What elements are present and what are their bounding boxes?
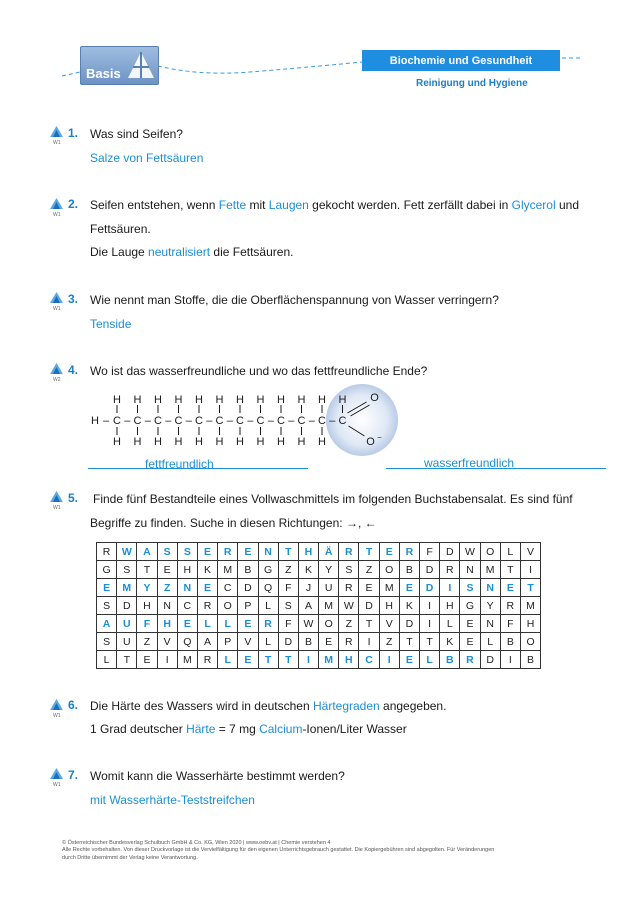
grid-cell: F [278,615,298,633]
carbon-atom: C [318,415,326,427]
grid-cell: I [520,561,540,579]
answer-text: mit Wasserhärte-Teststreifchen [90,793,255,807]
grid-cell: E [197,543,217,561]
grid-cell: W [460,543,480,561]
carbon-atom: C [113,415,121,427]
grid-cell: R [339,543,359,561]
level-triangle-icon [50,768,63,779]
grid-cell: G [460,597,480,615]
grid-cell: E [238,615,258,633]
grid-cell: S [157,543,177,561]
grid-cell: I [157,651,177,669]
bond: – [267,415,274,427]
grid-cell: B [440,651,460,669]
grid-cell: S [339,561,359,579]
hydrogen-atom: H [277,436,285,448]
grid-cell: T [278,543,298,561]
banner-title-box [362,50,560,71]
grid-cell: E [399,651,419,669]
grid-cell: E [238,543,258,561]
grid-cell: H [440,597,460,615]
grid-cell: M [319,597,339,615]
question-number: 6. [68,698,79,712]
grid-cell: H [379,597,399,615]
hydrophilic-head-circle [326,384,398,456]
grid-cell: D [238,579,258,597]
grid-cell: N [258,543,278,561]
question-number: 5. [68,491,79,505]
grid-cell: T [258,651,278,669]
level-tag: W2 [53,377,61,383]
answer-laugen: Laugen [268,198,309,212]
carbon-atom: C [133,415,142,427]
grid-cell: T [500,561,520,579]
level-triangle-icon [50,491,63,502]
grid-cell: L [420,651,440,669]
grid-cell: I [298,651,318,669]
grid-cell: F [137,615,157,633]
grid-cell: R [460,651,480,669]
grid-cell: R [258,615,278,633]
grid-cell: R [97,543,117,561]
grid-cell: H [177,561,197,579]
carbon-atom: C [154,415,162,427]
grid-cell: C [218,579,238,597]
grid-cell: S [278,597,298,615]
grid-cell: E [97,579,117,597]
grid-row [97,543,541,561]
footer [62,840,582,862]
oxygen-atom: O [370,392,379,404]
bond: – [124,415,131,427]
grid-cell: I [440,579,460,597]
grid-cell: D [420,561,440,579]
level-tag: W1 [53,306,61,312]
grid-cell: L [258,597,278,615]
grid-cell: E [238,651,258,669]
question-number: 1. [68,126,79,140]
level-tag: W1 [53,782,61,788]
grid-cell: R [440,561,460,579]
grid-cell: V [238,633,258,651]
carbon-atom: C [215,415,224,427]
hydrogen-atom: H [236,436,244,448]
question-text-line [90,698,446,714]
grid-row [97,651,541,669]
carbon-atom: C [338,415,347,427]
grid-cell: Z [339,615,359,633]
oxygen-atom: O [366,436,375,448]
answer-glycerol: Glycerol [511,198,556,212]
basis-logo [80,46,159,85]
grid-cell: I [420,615,440,633]
grid-cell: S [97,633,117,651]
grid-cell: R [500,597,520,615]
hydrogen-atom: H [174,436,183,448]
grid-cell: N [157,597,177,615]
pyramid-icon [127,50,155,80]
grid-cell: A [97,615,117,633]
banner-title: Biochemie und Gesundheit [389,54,533,67]
hydrogen-atom: H [133,394,142,406]
grid-cell: E [197,579,217,597]
question-text-line [90,721,407,737]
answer-fette: Fette [218,198,247,212]
text-segment: mit [246,198,269,212]
level-tag: W1 [53,212,61,218]
carbon-atom: C [297,415,306,427]
grid-cell: O [480,543,500,561]
question-text-line [90,244,293,260]
question-number: 4. [68,363,79,377]
grid-cell: K [197,561,217,579]
hydrogen-atom: H [174,394,183,406]
answer-text: Tenside [90,317,132,331]
level-tag: W1 [53,140,61,146]
topic-subtitle: Reinigung und Hygiene [416,78,528,89]
grid-cell: N [177,579,197,597]
level-triangle-icon [50,126,63,137]
grid-cell: L [218,651,238,669]
grid-cell: L [440,615,460,633]
hydrogen-atom: H [297,394,306,406]
grid-cell: B [298,633,318,651]
grid-cell: R [218,543,238,561]
grid-cell: T [137,561,157,579]
grid-cell: Z [379,633,399,651]
grid-cell: R [399,543,419,561]
text-segment: die Fettsäuren. [210,245,294,259]
grid-cell: A [298,597,318,615]
grid-cell: H [339,651,359,669]
grid-cell: T [520,579,540,597]
footer-line: © Österreichischer Bundesverlag Schulbuch GmbH & Co. KG, Wien 2020 | www.oebv.at | Chemie verstehen 4 [62,840,331,846]
grid-cell: A [197,633,217,651]
bond: – [165,415,172,427]
grid-cell: N [480,579,500,597]
word-search-grid [96,542,541,669]
grid-cell: E [460,633,480,651]
grid-cell: Y [319,561,339,579]
question-text: Womit kann die Wasserhärte bestimmt werden? [90,769,345,783]
grid-cell: L [97,651,117,669]
grid-row [97,597,541,615]
level-triangle-icon [50,363,63,374]
grid-cell: O [379,561,399,579]
carbon-atom: C [174,415,183,427]
grid-cell: P [218,633,238,651]
grid-cell: M [520,597,540,615]
hydrogen-atom: H [91,415,99,427]
hydrogen-atom: H [195,394,203,406]
text-segment: = 7 mg [215,722,260,736]
bond: – [206,415,213,427]
carbon-atom: C [195,415,203,427]
grid-cell: M [319,651,339,669]
grid-cell: L [500,543,520,561]
text-segment: Die Härte des Wassers wird in deutschen [90,699,313,713]
grid-cell: E [319,633,339,651]
grid-cell: H [520,615,540,633]
grid-cell: T [359,543,379,561]
grid-cell: N [460,561,480,579]
grid-cell: E [157,561,177,579]
answer-calcium: Calcium [259,722,303,736]
bond: – [185,415,192,427]
grid-cell: K [440,633,460,651]
grid-cell: L [258,633,278,651]
text-segment: und [555,198,579,212]
footer-line: Alle Rechte vorbehalten. Von dieser Druckvorlage ist die Vervielfältigung für den eigenen Unterrichtsgebrauch gestattet. Die Kopiergebühren sind abgegolten. Für Veränderungen [62,847,495,854]
carbon-atom: C [236,415,244,427]
grid-cell: V [157,633,177,651]
bond: – [226,415,233,427]
bond: – [329,415,336,427]
hydrogen-atom: H [236,394,244,406]
grid-cell: N [480,615,500,633]
grid-cell: T [359,615,379,633]
hydrogen-atom: H [133,436,142,448]
grid-cell: G [97,561,117,579]
grid-cell: T [117,651,137,669]
bond: – [308,415,315,427]
basis-label: Basis [86,66,121,81]
hydrogen-atom: H [113,436,121,448]
grid-cell: Q [258,579,278,597]
grid-cell: H [298,543,318,561]
grid-cell: I [420,597,440,615]
level-tag: W1 [53,713,61,719]
bond: – [102,415,110,427]
grid-cell: O [319,615,339,633]
hydrogen-atom: H [154,436,162,448]
grid-cell: B [500,633,520,651]
label-fettfreundlich: fettfreundlich [145,457,214,471]
grid-cell: E [399,579,419,597]
grid-cell: M [117,579,137,597]
question-number: 2. [68,197,79,211]
level-triangle-icon [50,198,63,209]
hydrogen-atom: H [215,394,224,406]
hydrogen-atom: H [297,436,306,448]
grid-cell: S [460,579,480,597]
grid-cell: U [117,615,137,633]
grid-cell: B [520,651,540,669]
grid-cell: M [218,561,238,579]
grid-cell: L [480,633,500,651]
question-text: Wie nennt man Stoffe, die die Oberflächenspannung von Wasser verringern? [90,293,499,307]
grid-cell: B [238,561,258,579]
grid-cell: E [359,579,379,597]
grid-cell: D [420,579,440,597]
grid-cell: I [359,633,379,651]
hydrogen-atom: H [154,394,162,406]
label-wasserfreundlich: wasserfreundlich [424,456,515,470]
grid-cell: J [298,579,318,597]
grid-cell: I [500,651,520,669]
answer-haertegraden: Härtegraden [312,699,380,713]
grid-cell: R [339,633,359,651]
grid-cell: W [117,543,137,561]
grid-cell: R [197,651,217,669]
level-triangle-icon [50,292,63,303]
grid-row [97,561,541,579]
grid-cell: H [137,597,157,615]
grid-cell: T [278,651,298,669]
hydrogen-atom: H [113,394,121,406]
grid-cell: Z [359,561,379,579]
grid-cell: U [117,633,137,651]
grid-cell: U [319,579,339,597]
question-text: Wo ist das wasserfreundliche und wo das fettfreundliche Ende? [90,364,428,378]
question-text-line: Fettsäuren. [90,222,151,236]
grid-cell: T [399,633,419,651]
grid-cell: V [379,615,399,633]
level-tag: W1 [53,505,61,511]
answer-text: Salze von Fettsäuren [90,151,204,165]
hydrogen-atom: H [195,436,203,448]
text-segment: Seifen entstehen, wenn [90,198,219,212]
grid-cell: Y [137,579,157,597]
grid-cell: W [339,597,359,615]
grid-cell: R [197,597,217,615]
hydrogen-atom: H [277,394,285,406]
text-segment: angegeben. [379,699,447,713]
grid-cell: D [440,543,460,561]
soap-molecule-diagram [80,383,420,463]
grid-cell: Y [480,597,500,615]
grid-cell: W [298,615,318,633]
text-segment: gekocht werden. Fett zerfällt dabei in [308,198,512,212]
grid-cell: Z [157,579,177,597]
answer-neutralisiert: neutralisiert [148,245,211,259]
grid-cell: S [117,561,137,579]
hydrogen-atom: H [256,394,265,406]
grid-row [97,633,541,651]
grid-cell: D [480,651,500,669]
grid-cell: O [520,633,540,651]
grid-cell: H [157,615,177,633]
grid-cell: V [520,543,540,561]
grid-cell: M [480,561,500,579]
carbon-atom: C [256,415,265,427]
grid-cell: B [399,561,419,579]
grid-cell: Z [137,633,157,651]
question-text: Was sind Seifen? [90,127,183,141]
hydrogen-atom: H [318,394,326,406]
grid-cell: A [137,543,157,561]
text-segment: 1 Grad deutscher [90,722,187,736]
grid-cell: Q [177,633,197,651]
grid-cell: M [177,651,197,669]
grid-cell: G [258,561,278,579]
grid-cell: D [359,597,379,615]
question-number: 3. [68,292,79,306]
level-triangle-icon [50,699,63,710]
grid-cell: S [177,543,197,561]
bond: – [288,415,295,427]
grid-cell: E [379,543,399,561]
question-text-line [90,197,579,213]
footer-line: durch Dritte übernimmt der Verlag keine Verantwortung. [62,854,198,861]
grid-cell: Z [278,561,298,579]
grid-cell: T [420,633,440,651]
grid-cell: Ä [319,543,339,561]
text-segment: -Ionen/Liter Wasser [302,722,407,736]
grid-cell: E [500,579,520,597]
grid-cell: L [218,615,238,633]
grid-cell: D [278,633,298,651]
grid-cell: E [177,615,197,633]
grid-cell: E [137,651,157,669]
hydrogen-atom: H [318,436,326,448]
grid-cell: E [460,615,480,633]
grid-cell: M [379,579,399,597]
question-text-line: Finde fünf Bestandteile eines Vollwaschmittels im folgenden Buchstabensalat. Es sind fünf [93,492,573,506]
grid-row [97,615,541,633]
bond: – [144,415,151,427]
bond: – [247,415,254,427]
question-number: 7. [68,768,79,782]
text-segment: Die Lauge [90,245,149,259]
grid-cell: K [399,597,419,615]
grid-cell: I [379,651,399,669]
grid-cell: O [218,597,238,615]
grid-cell: L [197,615,217,633]
grid-cell: F [420,543,440,561]
grid-cell: S [97,597,117,615]
grid-cell: C [359,651,379,669]
hydrogen-atom: H [215,436,224,448]
answer-haerte: Härte [186,722,216,736]
charge-sign: − [377,433,382,442]
grid-cell: P [238,597,258,615]
grid-cell: F [278,579,298,597]
grid-cell: K [298,561,318,579]
grid-row [97,579,541,597]
question-text-line: Begriffe zu finden. Suche in diesen Richtungen: →, ← [90,516,377,530]
grid-cell: C [177,597,197,615]
grid-cell: D [399,615,419,633]
grid-cell: R [339,579,359,597]
hydrogen-atom: H [256,436,265,448]
grid-cell: F [500,615,520,633]
hydrogen-atom: H [338,394,347,406]
carbon-atom: C [277,415,285,427]
grid-cell: D [117,597,137,615]
